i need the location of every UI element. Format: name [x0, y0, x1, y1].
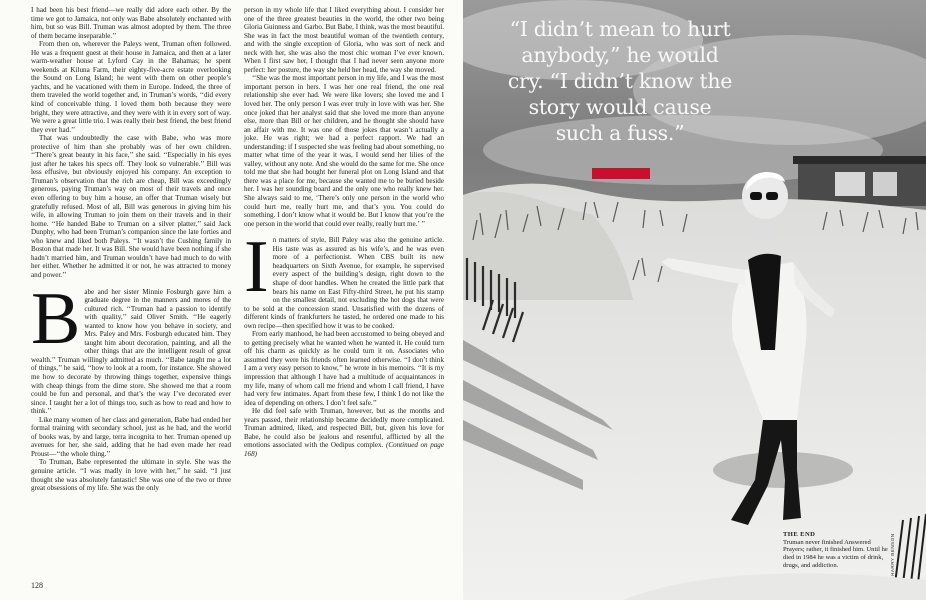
- paragraph: ‘‘She was the most important person in my life, and I was the most important person in hers. I was her one real friend, the one real relationship she ever had. We were like lovers; she loved me and I loved her. The only person I was ever truly in love with was her. She once joked that her analyst said that she loved me more than anyone else, more than Bill or her children, and he thought she should have an affair with me. It was one of those jokes that wasn’t actually a joke. He was right; we had a perfect rapport. We had an understanding: if I suspected she was feeling bad about something, no matter what time of the year it was, I would send her lilies of the valley, without any note. And she would do the same for me. She once told me that she had bought her funeral plot on Long Island and that there was a place for me, because she wanted me to be buried beside her. I was her sounding board and the only one who really knew her. She always said to me, ‘There’s only one person in the world who could hurt me, really hurt me, and that’s you. You could do something. I don’t know what it would be. But I know that you’re the one person in the world that could ever really, really hurt me.’ ’’: [244, 74, 444, 228]
- caption-heading: THE END: [783, 531, 816, 538]
- continued-note: (Continued on page 168): [244, 441, 444, 458]
- photo-credit: HARRY BENSON: [890, 533, 895, 576]
- paragraph: That was undoubtedly the case with Babe, who was more protective of him than she probably was of her own children. ‘‘There’s great beauty in his face,’’ she said. ‘‘Especially in his eyes just after he takes his specs off. They look so vulnerable.’’ Bill was less effusive, but obviously enjoyed his company. An exception to Truman’s observation that the rich are cheap, Bill was exceedingly generous, paying Truman’s way on most of their travels and once even offering to buy him a house, an offer that Truman wisely but gratefully refused. Most of all, Bill was generous in giving him his wife, in allowing Truman to join them on their travels and in their home. ‘‘He handed Babe to Truman on a silver platter,’’ said Jack Dunphy, who had been Truman’s companion since the late forties and who knew and liked both Paleys. ‘‘It wasn’t the Cushing family in Boston that made her. It was Bill. She would have been nothing if she hadn’t married him, and Truman wouldn’t have had much to do with her either. Whether he admitted it or not, he was attracted to money and power.’’: [31, 134, 231, 279]
- text-column-1: [31, 6, 231, 493]
- photo-caption: [783, 531, 893, 570]
- paragraph: He did feel safe with Truman, however, but as the months and years passed, their relationship became decidedly more complicated. Truman admired, liked, and respected Bill, but, given his love for Babe, he could also be jealous and resentful, afflicted by all the emotions associated with the Oedipus complex. (Continued on page 168): [244, 407, 444, 458]
- drop-cap: I: [244, 226, 269, 309]
- pull-quote: “I didn’t mean to hurt anybody,” he would cry. “I didn’t know the story would cause such a fuss.”: [507, 17, 733, 145]
- right-page: [463, 0, 926, 600]
- paragraph: To Truman, Babe represented the ultimate in style. She was the genuine article. ‘‘I was madly in love with her,’’ he said. ‘‘I just thought she was absolutely fantastic! She was one of the two or three great obsessions of my life. She was the only: [31, 458, 231, 493]
- paragraph-dropcap: In matters of style, Bill Paley was also the genuine article. His taste was as assured as his wife’s, and he was even more of a perfectionist. When CBS built its new headquarters on Sixth Avenue, for example, he supervised every aspect of the building’s design, right down to the shape of door handles. When he created the little park that bears his name on East Fifty-third Street, he put his stamp on the smallest detail, not excluding the hot dogs that were to be sold at the concession stand. Unsatisfied with the dozens of different kinds of frankfurters he tasted, he ordered one made to his own recipe—then specified how it was to be cooked.: [244, 226, 444, 330]
- pull-quote-accent-bar: [592, 168, 650, 179]
- paragraph: From early manhood, he had been accustomed to being obeyed and to getting precisely what he wanted when he wanted it. He could turn off his charm as quickly as he could turn it on. Associates who assumed they were his friends often learned otherwise. ‘‘I don’t think I am a very easy person to know,’’ he wrote in his memoirs. ‘‘It is my impression that although I have had a multitude of acquaintances in my life, many of whom call me friend and whom I call friend, I have had very few intimates. Apart from these few, I think I do not like the idea of depending on others. I don’t feel safe.’’: [244, 330, 444, 407]
- page-number: 128: [31, 581, 43, 590]
- paragraph: Like many women of her class and generation, Babe had ended her formal training with secondary school, just as he had, and the world of books was, by and large, terra incognita to her. Truman opened up avenues for her, she said, adding that he had even made her read Proust—‘‘the whole thing.’’: [31, 415, 231, 458]
- drop-cap: B: [31, 277, 81, 360]
- paragraph: person in my whole life that I liked everything about. I consider her one of the three greatest beauties in the world, the other two being Gloria Guinness and Garbo. But Babe, I think, was the most beautiful. She was in fact the most beautiful woman of the twentieth century, and with the single exception of Gloria, who was sort of neck and neck with her, she was also the most chic woman I’ve ever known. When I first saw her, I thought that I had never seen anyone more perfect: her posture, the way she held her head, the way she moved.: [244, 6, 444, 74]
- paragraph: From then on, wherever the Paleys went, Truman often followed. He was a frequent guest at their house in Jamaica, and then at a later warm-weather house at Lyford Cay in the Bahamas; he spent weekends at Kiluna Farm, their eighty-five-acre estate overlooking the Sound on Long Island; he went with them on other people’s yachts, and he vacationed with them in Europe. Indeed, the three of them traveled the world together and, in Truman’s words, ‘‘did every kind of conceivable thing. I loved them both because they were bright, they were attractive, and they were with it in every sort of way. We were a great little trio. I was really their best friend, the best friend they ever had.’’: [31, 40, 231, 134]
- paragraph-dropcap: Babe and her sister Minnie Fosburgh gave him a graduate degree in the manners and mores of the cultured rich. ‘‘Truman had a passion to identify with quality,’’ said Oliver Smith. ‘‘He eagerly wanted to know how you behave in society, and Mrs. Paley and Mrs. Fosburgh educated him. They taught him about decoration, painting, and all the other things that are the intelligent result of great wealth.’’ Truman willingly admitted as much. ‘‘Babe taught me a lot of things,’’ he said, ‘‘how to look at a room, for instance. She showed me how to decorate by throwing things together, expensive things with cheap things from the dime store. She showed me that a room could be fun and personal, and that’s the way I’ve decorated ever since. I taught her a lot of things too, such as how to read and how to think.’’: [31, 277, 231, 416]
- caption-body: Truman never finished Answered Prayers; rather, it finished him. Until he died in 1984 he was a victim of drink, drugs, and addiction.: [783, 538, 888, 569]
- text-column-2: [244, 6, 444, 458]
- paragraph: I had been his best friend—we really did adore each other. By the time we got to Jamaica, not only was Babe absolutely enchanted with him, but so was Bill. Truman was almost adopted by them. The three of them became inseparable.’’: [31, 6, 231, 40]
- house: [793, 156, 926, 206]
